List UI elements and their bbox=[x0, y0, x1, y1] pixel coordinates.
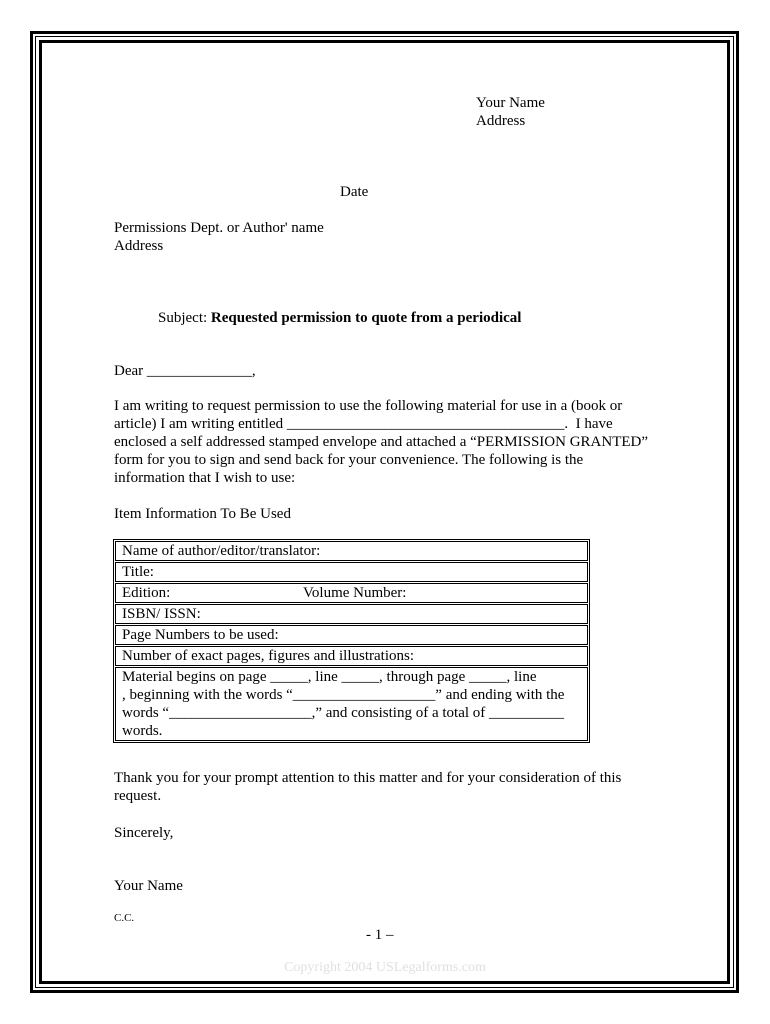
recipient-name: Permissions Dept. or Author' name bbox=[114, 220, 324, 236]
thanks-line: request. bbox=[114, 788, 162, 804]
letter-date: Date bbox=[340, 184, 369, 200]
table-row-material bbox=[115, 667, 588, 741]
intro-line: enclosed a self addressed stamped envelope and attached a “PERMISSION GRANTED” bbox=[114, 434, 649, 450]
exact-pages-label: Number of exact pages, figures and illustrations: bbox=[122, 648, 415, 664]
material-line: , beginning with the words “___________________” and ending with the bbox=[122, 687, 565, 703]
salutation: Dear ______________, bbox=[114, 363, 256, 379]
edition-label: Edition: bbox=[122, 585, 171, 601]
intro-paragraph bbox=[114, 397, 674, 487]
table-row-exact-pages bbox=[115, 646, 588, 666]
copyright-watermark: Copyright 2004 USLegalforms.com bbox=[284, 960, 486, 975]
table-row-page-numbers bbox=[115, 625, 588, 645]
recipient-address: Address bbox=[114, 238, 164, 254]
signature-name: Your Name bbox=[114, 878, 183, 894]
item-heading: Item Information To Be Used bbox=[114, 506, 291, 522]
intro-line: article) I am writing entitled _____________________________________. I have bbox=[114, 416, 613, 432]
table-row-author bbox=[115, 541, 588, 561]
isbn-label: ISBN/ ISSN: bbox=[122, 606, 201, 622]
table-row-title bbox=[115, 562, 588, 582]
cc-label: C.C. bbox=[114, 912, 135, 924]
page-numbers-label: Page Numbers to be used: bbox=[122, 627, 279, 643]
table-row-isbn bbox=[115, 604, 588, 624]
intro-line: information that I wish to use: bbox=[114, 470, 296, 486]
volume-label: Volume Number: bbox=[303, 585, 407, 601]
closing: Sincerely, bbox=[114, 825, 174, 841]
subject-text: Requested permission to quote from a periodical bbox=[210, 310, 522, 326]
sender-name: Your Name bbox=[476, 95, 545, 111]
sender-address: Address bbox=[476, 113, 526, 129]
material-line: words. bbox=[122, 723, 163, 739]
page-number: - 1 – bbox=[366, 927, 394, 943]
material-line: words “___________________,” and consisting of a total of __________ bbox=[122, 705, 565, 721]
author-label: Name of author/editor/translator: bbox=[122, 543, 321, 559]
intro-line: I am writing to request permission to use the following material for use in a (book or bbox=[114, 398, 623, 414]
title-label: Title: bbox=[122, 564, 154, 580]
intro-line: form for you to sign and send back for your convenience. The following is the bbox=[114, 452, 584, 468]
material-line: Material begins on page _____, line _____, through page _____, line bbox=[122, 669, 537, 685]
item-info-table bbox=[113, 539, 590, 743]
subject-line bbox=[158, 309, 521, 327]
thanks-line: Thank you for your prompt attention to this matter and for your consideration of this bbox=[114, 770, 622, 786]
thanks-paragraph bbox=[114, 769, 674, 805]
subject-label: Subject: bbox=[158, 310, 211, 326]
table-row-edition bbox=[115, 583, 588, 603]
